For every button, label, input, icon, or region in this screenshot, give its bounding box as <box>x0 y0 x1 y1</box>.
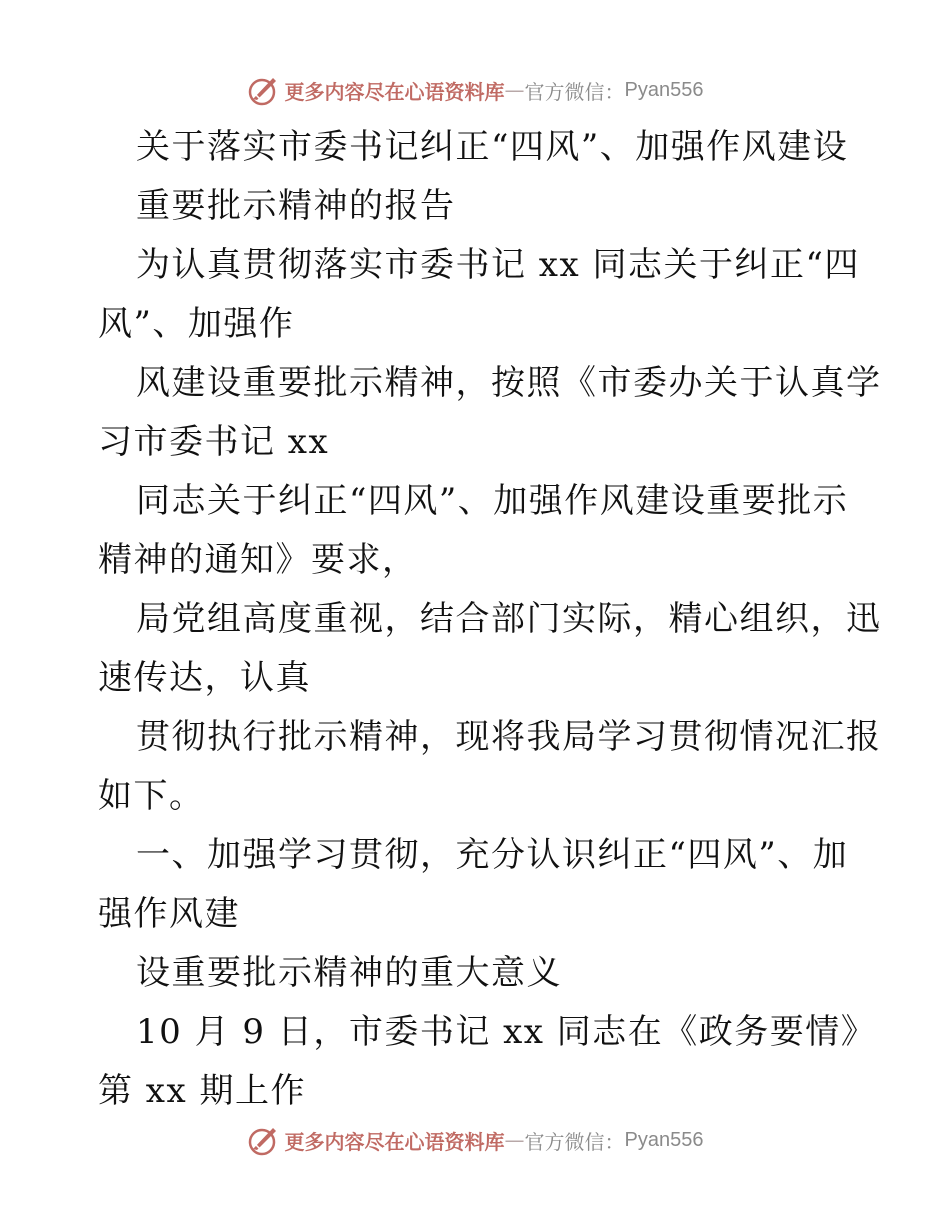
paragraph-line: 精神的通知》要求， <box>98 540 418 580</box>
paragraph-line: 同志关于纠正“四风”、加强作风建设重要批示 <box>136 481 849 521</box>
quill-pen-logo-icon <box>247 73 281 107</box>
paragraph-line: 习市委书记 xx <box>98 422 330 462</box>
quill-pen-logo-icon <box>247 1123 281 1157</box>
paragraph-line: 为认真贯彻落实市委书记 xx 同志关于纠正“四 <box>136 245 860 285</box>
watermark-account: Pyan556 <box>624 78 704 101</box>
paragraph-line: 第 xx 期上作 <box>98 1071 306 1111</box>
watermark-red-text: 更多内容尽在心语资料库 <box>284 79 505 104</box>
watermark-banner-bottom <box>0 1120 950 1160</box>
paragraph-line: 局党组高度重视，结合部门实际，精心组织，迅 <box>136 599 882 639</box>
watermark-account: Pyan556 <box>624 1128 704 1151</box>
paragraph-line: 如下。 <box>98 776 205 816</box>
watermark-red-text: 更多内容尽在心语资料库 <box>284 1129 505 1154</box>
section-heading-line: 设重要批示精神的重大意义 <box>136 953 562 993</box>
watermark-banner-top <box>0 70 950 110</box>
watermark-gray-text: 官方微信： <box>524 79 625 104</box>
section-heading-line: 一、加强学习贯彻，充分认识纠正“四风”、加 <box>136 835 849 875</box>
paragraph-line: 10 月 9 日，市委书记 xx 同志在《政务要情》 <box>136 1012 877 1052</box>
section-heading-line: 强作风建 <box>98 894 240 934</box>
watermark-dash: — <box>504 78 525 102</box>
paragraph-line: 贯彻执行批示精神，现将我局学习贯彻情况汇报 <box>136 717 882 757</box>
paragraph-line: 风”、加强作 <box>98 304 295 344</box>
watermark-gray-text: 官方微信： <box>524 1129 625 1154</box>
watermark-dash: — <box>504 1128 525 1152</box>
title-line-1: 关于落实市委书记纠正“四风”、加强作风建设 <box>136 127 849 167</box>
title-line-2: 重要批示精神的报告 <box>136 186 456 226</box>
paragraph-line: 速传达，认真 <box>98 658 311 698</box>
paragraph-line: 风建设重要批示精神，按照《市委办关于认真学 <box>136 363 882 403</box>
